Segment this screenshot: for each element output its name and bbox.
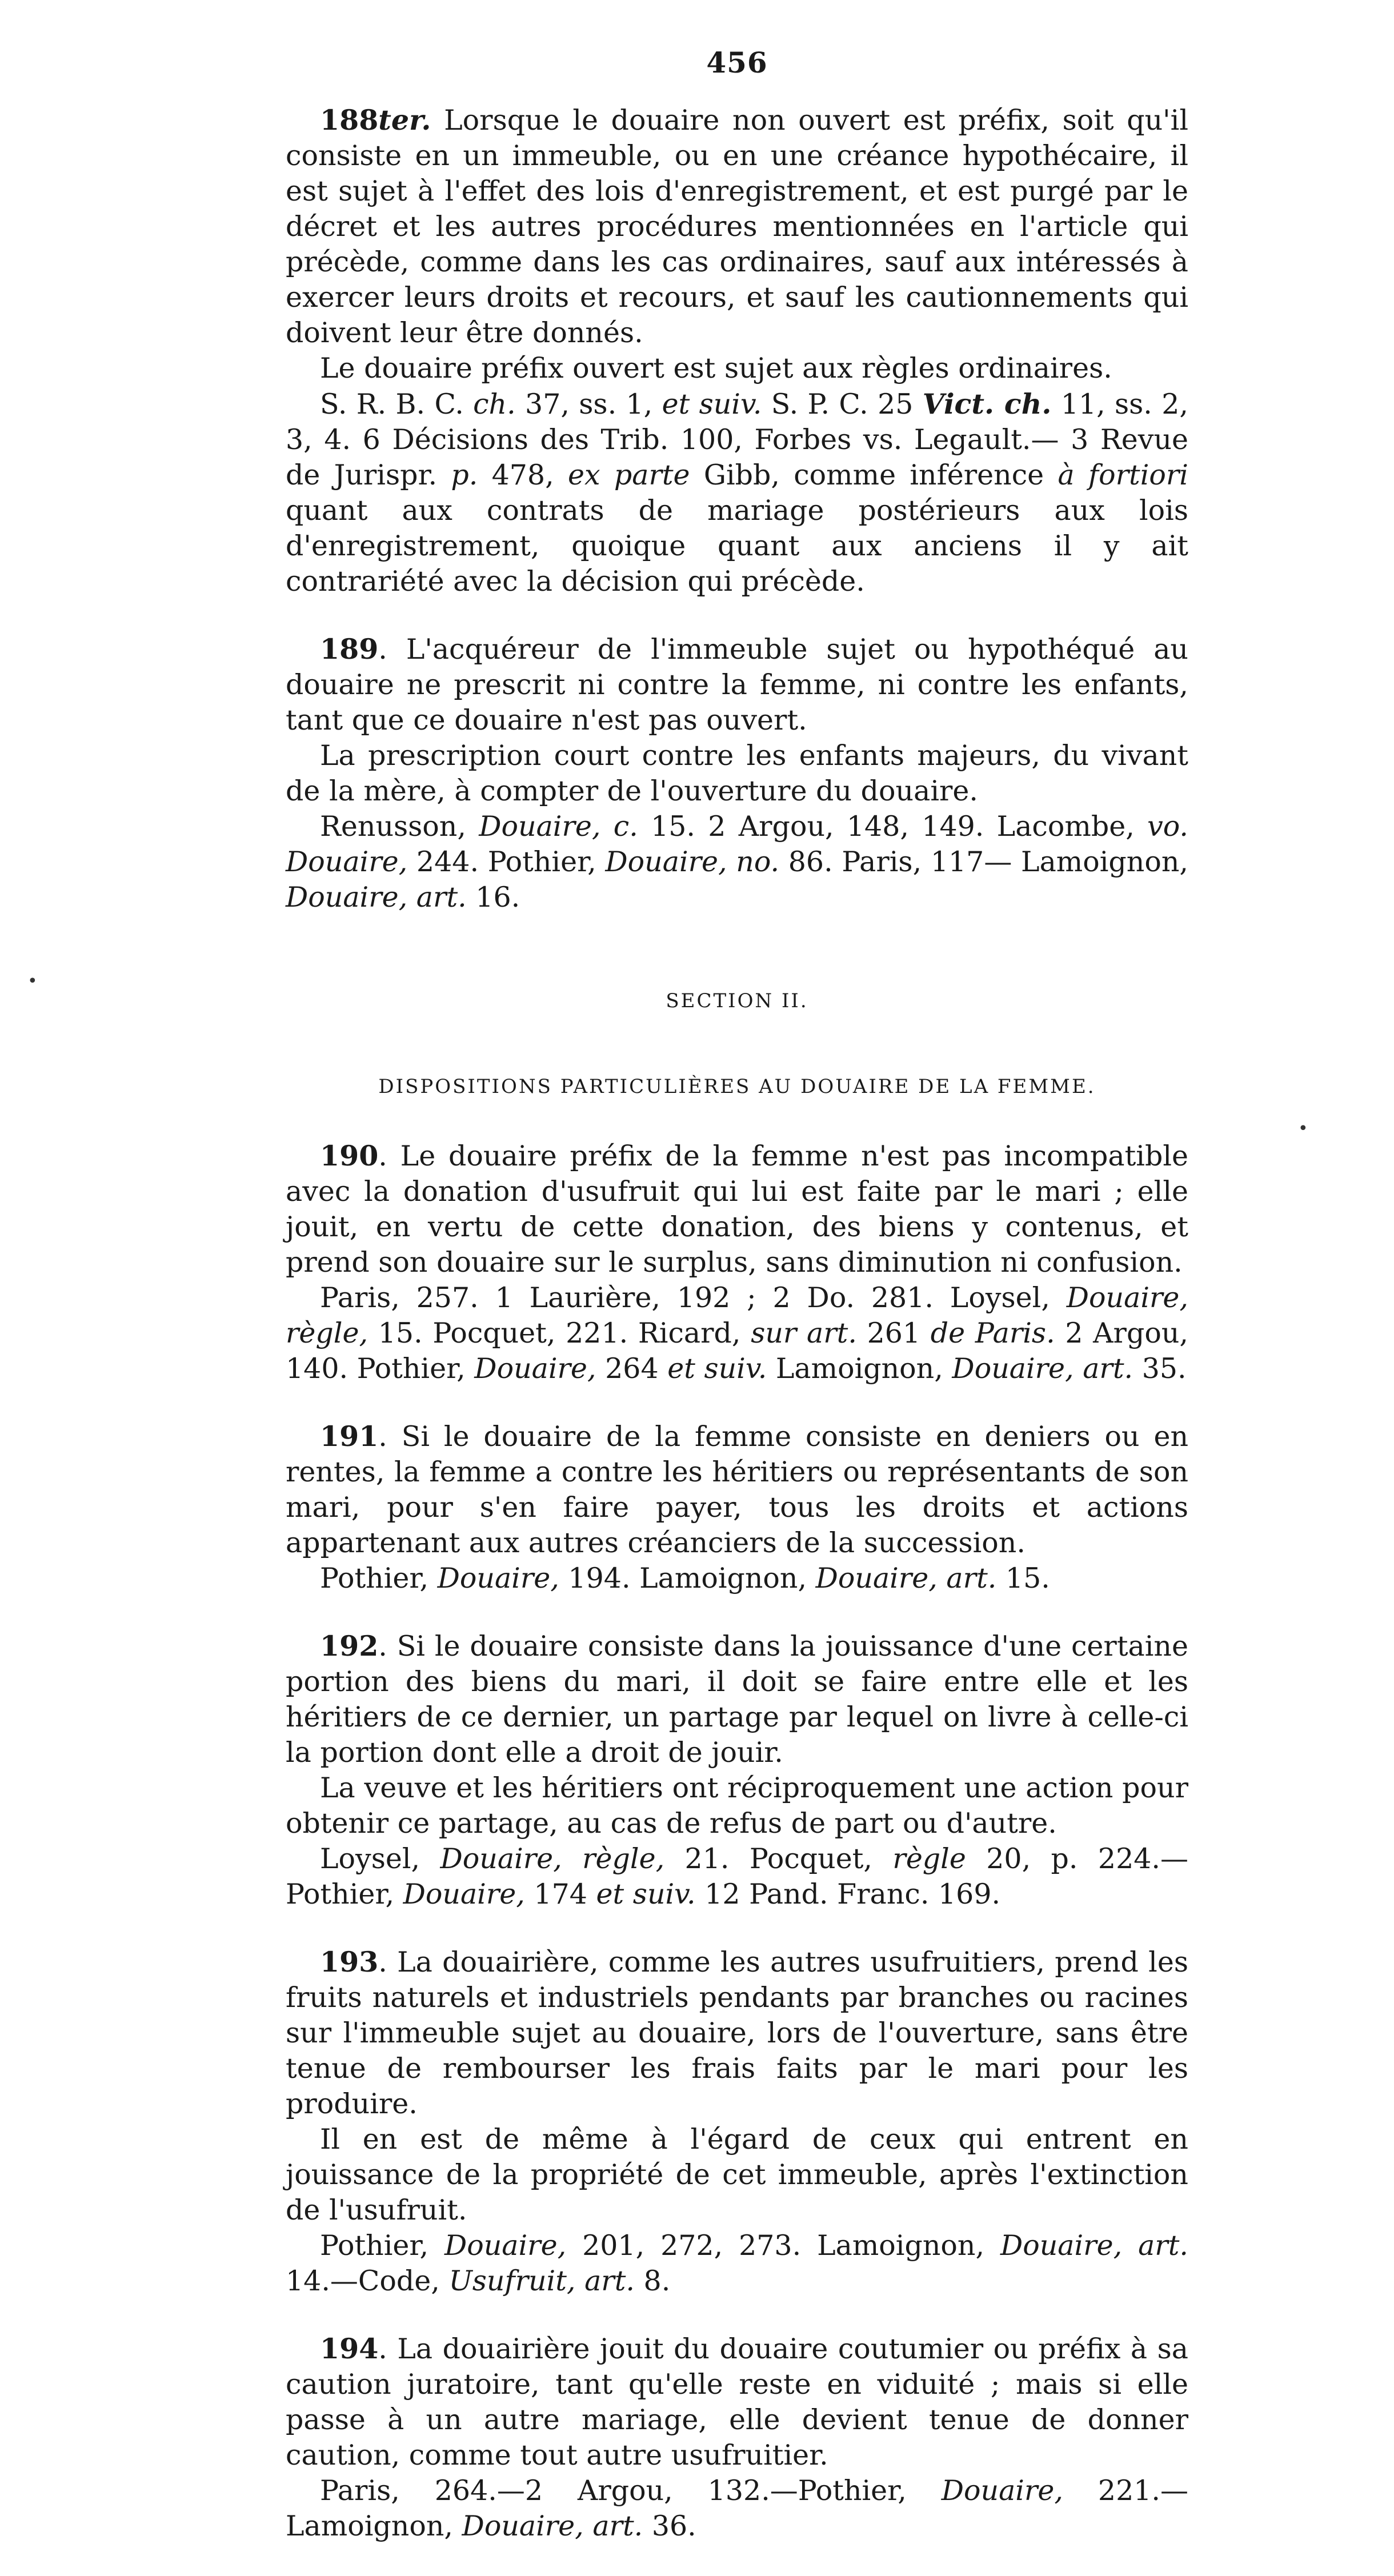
article-192-paragraph-2: La veuve et les héritiers ont réciproquement une action pour obtenir ce partage, au cas de refus de part ou d'autre.	[286, 1772, 1188, 1840]
article-number: 191	[320, 1420, 379, 1453]
article-number: 189	[320, 632, 379, 666]
article-193-text: 193. La douairière, comme les autres usufruitiers, prend les fruits naturels et industriels pendants par branches ou racines sur l'immeuble sujet au douaire, lors de l'ouverture, sans être tenue de rembourser les frais faits par le mari pour les produire.	[286, 1945, 1188, 2120]
article-193-references: Pothier, Douaire, 201, 272, 273. Lamoignon, Douaire, art. 14.—Code, Usufruit, art. 8.	[286, 2229, 1188, 2297]
section-title: SECTION II.	[666, 989, 808, 1012]
article-193-paragraph-2: Il en est de même à l'égard de ceux qui entrent en jouissance de la propriété de cet immeuble, après l'extinction de l'usufruit.	[286, 2123, 1188, 2226]
article-number: 190	[320, 1139, 379, 1172]
margin-mark-left: •	[27, 971, 38, 991]
article-189	[286, 631, 1188, 915]
article-190	[286, 1138, 1188, 1387]
article-190-text: 190. Le douaire préfix de la femme n'est pas incompatible avec la donation d'usufruit qui lui est faite par le mari ; elle jouit, en vertu de cette donation, des biens y contenus, et prend son douaire sur le surplus, sans diminution ni confusion.	[286, 1139, 1188, 1279]
article-192-text: 192. Si le douaire consiste dans la jouissance d'une certaine portion des biens du mari, il doit se faire entre elle et les héritiers de ce dernier, un partage par lequel on livre à celle-ci la portion dont elle a droit de jouir.	[286, 1629, 1188, 1769]
article-189-text: 189. L'acquéreur de l'immeuble sujet ou hypothéqué au douaire ne prescrit ni contre la femme, ni contre les enfants, tant que ce douaire n'est pas ouvert.	[286, 632, 1188, 736]
article-number: 192	[320, 1629, 379, 1662]
article-191-text: 191. Si le douaire de la femme consiste en deniers ou en rentes, la femme a contre les héritiers ou représentants de son mari, pour s'en faire payer, tous les droits et actions appartenant aux autres créanciers de la succession.	[286, 1420, 1188, 1559]
article-number: 194	[320, 2332, 379, 2365]
article-190-references: Paris, 257. 1 Laurière, 192 ; 2 Do. 281. Loysel, Douaire, règle, 15. Pocquet, 221. Ricard, sur art. 261 de Paris. 2 Argou, 140. Pothier, Douaire, 264 et suiv. Lamoignon, Douaire, art. 35.	[286, 1281, 1188, 1385]
article-188ter	[286, 102, 1188, 599]
page-number: 456	[706, 46, 768, 79]
article-192-references: Loysel, Douaire, règle, 21. Pocquet, règle 20, p. 224.— Pothier, Douaire, 174 et suiv. 12 Pand. Franc. 169.	[286, 1842, 1188, 1910]
article-193	[286, 1944, 1188, 2299]
article-188ter-text: 188ter. Lorsque le douaire non ouvert est préfix, soit qu'il consiste en un immeuble, ou en une créance hypothécaire, il est sujet à l'effet des lois d'enregistrement, et est purgé par le décret et les autres procédures mentionnées en l'article qui précède, comme dans les cas ordinaires, sauf aux intéressés à exercer leurs droits et recours, et sauf les cautionnements qui doivent leur être donnés.	[286, 103, 1188, 349]
article-189-references: Renusson, Douaire, c. 15. 2 Argou, 148, 149. Lacombe, vo. Douaire, 244. Pothier, Douaire, no. 86. Paris, 117— Lamoignon, Douaire, art. 16.	[286, 810, 1188, 914]
article-189-paragraph-2: La prescription court contre les enfants majeurs, du vivant de la mère, à compter de l'ouverture du douaire.	[286, 739, 1188, 807]
article-191	[286, 1419, 1188, 1596]
article-number: 193	[320, 1945, 379, 1978]
section-subtitle: DISPOSITIONS PARTICULIÈRES AU DOUAIRE DE LA FEMME.	[378, 1075, 1096, 1098]
article-191-references: Pothier, Douaire, 194. Lamoignon, Douaire, art. 15.	[320, 1562, 1050, 1595]
document-page	[286, 46, 1188, 2576]
article-188ter-references: S. R. B. C. ch. 37, ss. 1, et suiv. S. P. C. 25 Vict. ch. 11, ss. 2, 3, 4. 6 Décisions des Trib. 100, Forbes vs. Legault.— 3 Revue de Jurispr. p. 478, ex parte Gibb, comme inférence à fortiori quant aux contrats de mariage postérieurs aux lois d'enregistrement, quoique quant aux anciens il y ait contrariété avec la décision qui précède.	[286, 387, 1188, 598]
margin-mark-right: •	[1298, 1119, 1308, 1139]
article-194	[286, 2331, 1188, 2544]
article-192	[286, 1628, 1188, 1912]
article-number: 188ter.	[320, 103, 431, 137]
article-194-text: 194. La douairière jouit du douaire coutumier ou préfix à sa caution juratoire, tant qu'elle reste en viduité ; mais si elle passe à un autre mariage, elle devient tenue de donner caution, comme tout autre usufruitier.	[286, 2332, 1188, 2471]
article-188ter-paragraph-2: Le douaire préfix ouvert est sujet aux règles ordinaires.	[320, 352, 1112, 384]
article-194-references: Paris, 264.—2 Argou, 132.—Pothier, Douaire, 221.—Lamoignon, Douaire, art. 36.	[286, 2474, 1188, 2542]
